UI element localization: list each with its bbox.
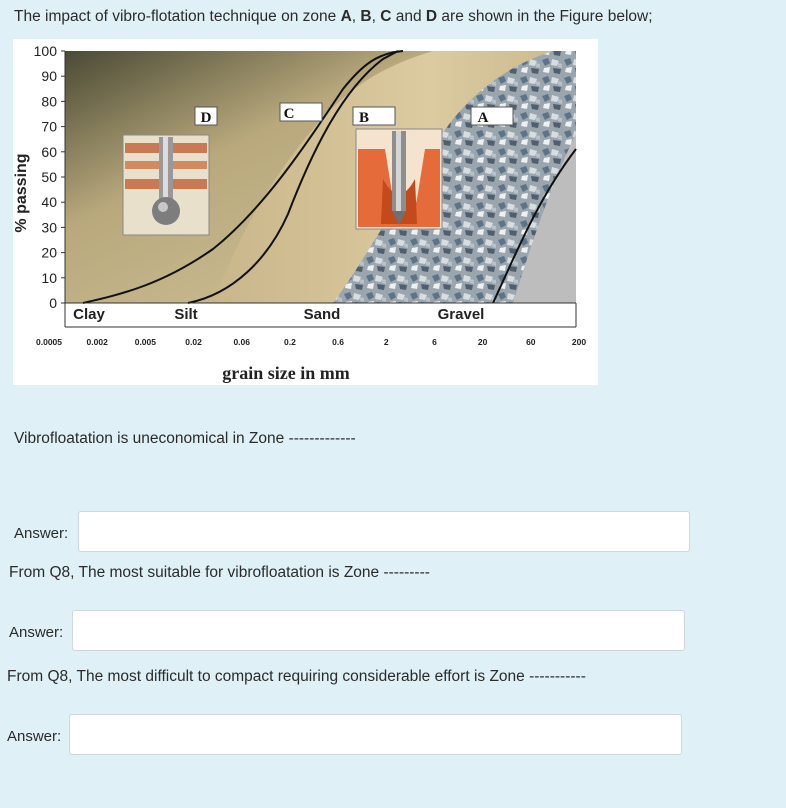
- zone-label-a: [471, 107, 513, 126]
- svg-text:B: B: [358, 110, 370, 126]
- grain-size-chart: [13, 39, 598, 385]
- y-tick-labels: [34, 43, 65, 311]
- x-axis-label: grain size in mm: [222, 363, 350, 383]
- svg-text:C: C: [283, 106, 295, 122]
- zone-label-d: [195, 107, 217, 126]
- question-3-text: From Q8, The most difficult to compact requiring considerable effort is Zone -----------: [7, 668, 586, 685]
- x-tick-label: 0.005: [134, 337, 157, 347]
- y-tick-label: 70: [41, 118, 57, 135]
- zone-a-text: A: [340, 8, 352, 25]
- zone-b-text: B: [360, 8, 372, 25]
- x-tick-label: 20: [477, 337, 488, 347]
- y-tick-label: 60: [41, 143, 57, 160]
- answer-2-input[interactable]: [72, 610, 685, 651]
- y-tick-label: 80: [41, 93, 57, 110]
- soil-class-silt: Silt: [174, 306, 198, 323]
- soil-class-sand: Sand: [303, 306, 341, 323]
- zone-c-text: C: [380, 8, 392, 25]
- x-tick-label: 60: [526, 337, 536, 347]
- y-tick-label: 40: [41, 194, 57, 211]
- answer-1-label: Answer:: [14, 525, 69, 542]
- soil-class-clay: Clay: [73, 306, 105, 323]
- y-tick-label: 90: [41, 68, 57, 85]
- vibroprobe-sand-photo: [356, 129, 442, 229]
- zone-label-b: [353, 107, 395, 126]
- answer-2-label: Answer:: [9, 624, 64, 641]
- x-tick-label: 0.2: [283, 337, 296, 347]
- x-tick-label: 6: [432, 337, 437, 347]
- question-1-text: Vibrofloatation is uneconomical in Zone -------------: [14, 430, 356, 447]
- answer-1-input[interactable]: [78, 511, 690, 552]
- x-tick-labels: [36, 337, 586, 347]
- x-tick-label: 2: [383, 337, 389, 347]
- x-tick-label: 0.6: [332, 337, 345, 347]
- x-tick-label: 0.02: [185, 337, 202, 347]
- zone-d-text: D: [425, 8, 438, 25]
- vibroprobe-silt-photo: [123, 135, 209, 235]
- soil-class-gravel: Gravel: [437, 306, 485, 323]
- y-tick-label: 10: [41, 269, 57, 286]
- y-tick-label: 100: [33, 43, 57, 59]
- answer-3-input[interactable]: [69, 714, 682, 755]
- y-axis-label: % passing: [13, 153, 30, 233]
- question-2-text: From Q8, The most suitable for vibrofloatation is Zone ---------: [9, 564, 430, 581]
- x-tick-label: 0.06: [233, 337, 251, 347]
- question-intro: The impact of vibro-flotation technique on zone A, B, C and D are shown in the Figure below;: [14, 8, 653, 25]
- y-tick-label: 0: [49, 295, 57, 311]
- svg-text:A: A: [477, 110, 489, 126]
- x-tick-label: 0.002: [86, 337, 108, 347]
- y-tick-label: 50: [41, 169, 57, 185]
- answer-3-label: Answer:: [7, 728, 62, 745]
- zone-label-c: [280, 103, 322, 122]
- svg-text:D: D: [200, 110, 212, 126]
- x-tick-label: 0.0005: [36, 337, 62, 347]
- y-tick-label: 30: [41, 219, 57, 236]
- y-tick-label: 20: [41, 244, 57, 261]
- x-tick-label: 200: [571, 337, 587, 347]
- grain-size-figure: [13, 39, 598, 385]
